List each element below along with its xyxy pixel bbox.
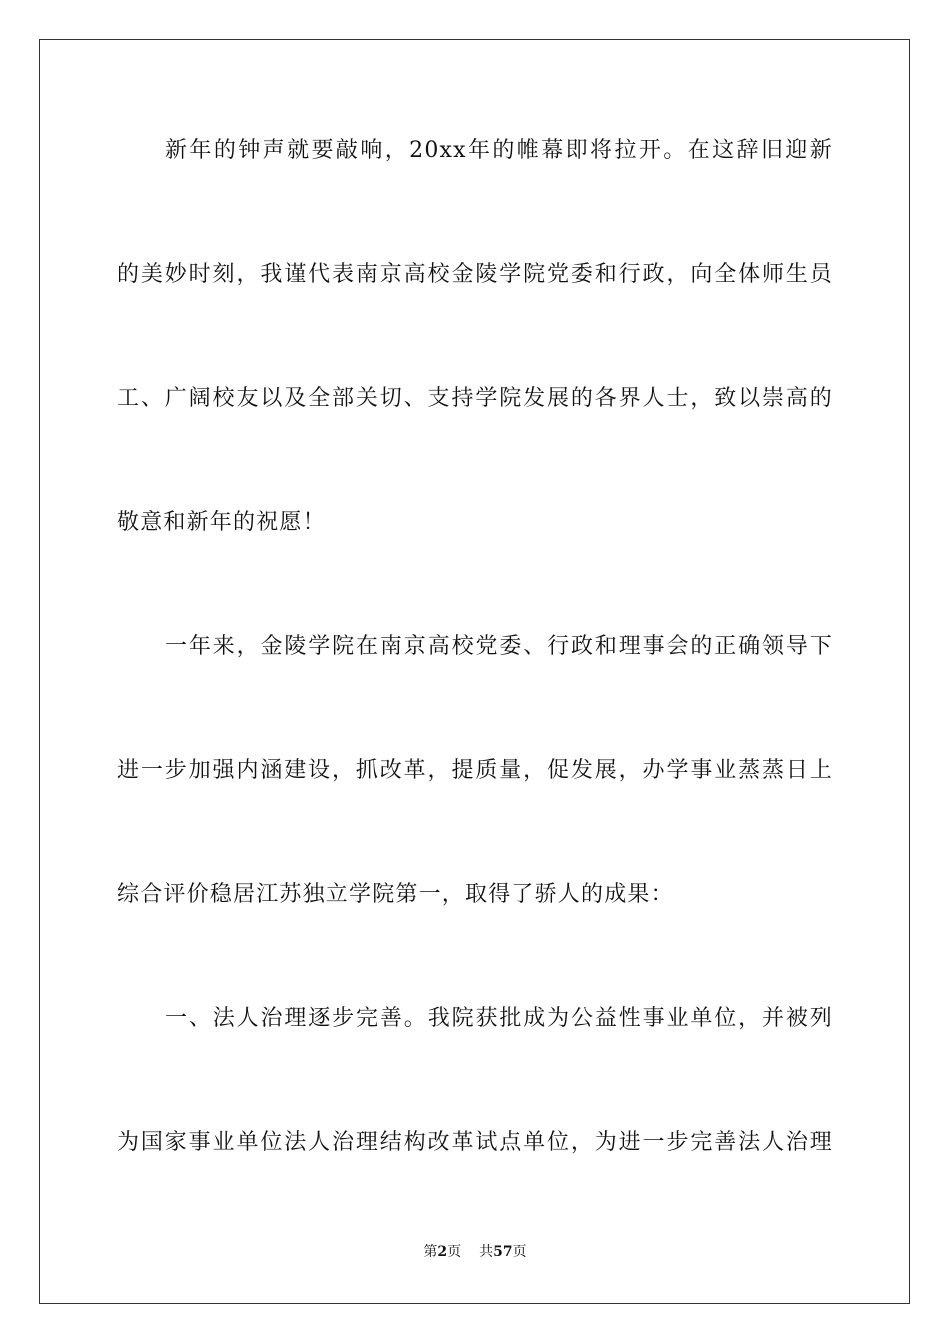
page-suffix: 页	[447, 1244, 462, 1260]
paragraph-1-line-4: 敬意和新年的祝愿！	[117, 510, 326, 535]
paragraph-1-line-2: 的美妙时刻，我谨代表南京高校金陵学院党委和行政，向全体师生员	[117, 262, 833, 287]
page-number: 2	[437, 1244, 448, 1260]
paragraph-3-line-1: 一、法人治理逐步完善。我院获批成为公益性事业单位，并被列	[165, 1006, 833, 1031]
paragraph-2-line-1: 一年来，金陵学院在南京高校党委、行政和理事会的正确领导下	[165, 634, 833, 659]
page-border	[39, 39, 910, 1304]
paragraph-3-line-2: 为国家事业单位法人治理结构改革试点单位，为进一步完善法人治理	[117, 1130, 833, 1155]
paragraph-1-line-3: 工、广阔校友以及全部关切、支持学院发展的各界人士，致以崇高的	[117, 386, 833, 411]
paragraph-2-line-3: 综合评价稳居江苏独立学院第一，取得了骄人的成果：	[117, 882, 674, 907]
page-footer	[0, 1243, 950, 1261]
page-prefix: 第	[423, 1244, 438, 1260]
paragraph-2-line-2: 进一步加强内涵建设，抓改革，提质量，促发展，办学事业蒸蒸日上	[117, 758, 833, 783]
paragraph-1-line-1: 新年的钟声就要敲响，20xx年的帷幕即将拉开。在这辞旧迎新	[165, 138, 833, 163]
total-suffix: 页	[512, 1244, 527, 1260]
total-pages: 57	[493, 1244, 513, 1260]
total-prefix: 共	[479, 1244, 494, 1260]
